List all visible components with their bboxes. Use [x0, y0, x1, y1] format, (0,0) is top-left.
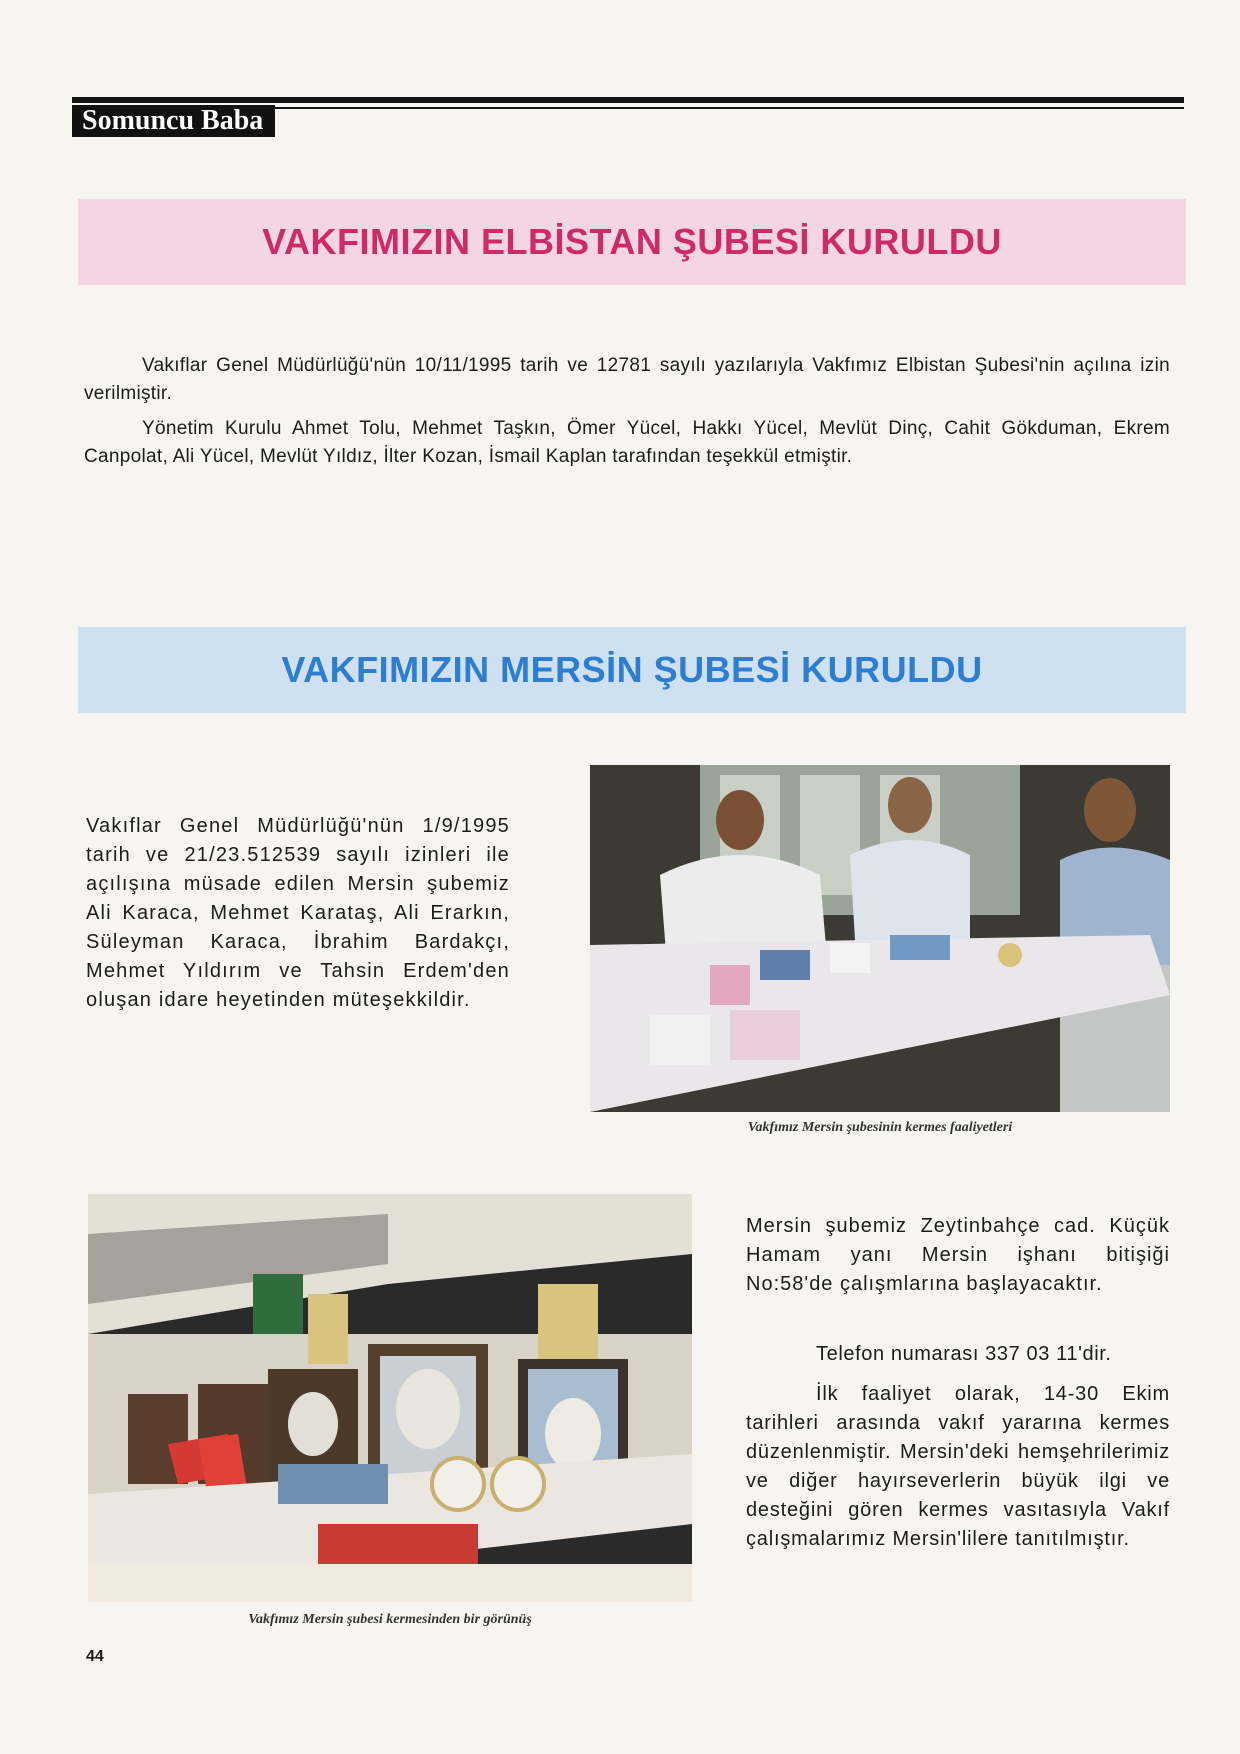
elbistan-paragraph-2: Yönetim Kurulu Ahmet Tolu, Mehmet Taşkın, Ömer Yücel, Hakkı Yücel, Mevlüt Dinç, Cahit Gökduman, Ekrem Canpolat, Ali Yücel, Mevlüt Yıldız, İlter Kozan, İsmail Kaplan tarafından teşekkül etmiştir. — [84, 418, 1170, 467]
header-rule — [72, 97, 1184, 103]
mersin-paragraph-1: Vakıflar Genel Müdürlüğü'nün 1/9/1995 tarih ve 21/23.512539 sayılı izinleri ile açılışına müsade edilen Mersin şubemiz Ali Karaca, Mehmet Karataş, Ali Erarkın, Süleyman Karaca, İbrahim Bardakçı, Mehmet Yıldırım ve Tahsin Erdem'den oluşan idare heyetinden müteşekkildir. — [86, 815, 510, 1011]
magazine-header — [72, 97, 1184, 143]
section-title-elbistan: VAKFIMIZIN ELBİSTAN ŞUBESİ KURULDU — [78, 199, 1186, 285]
kermes-view-photo — [88, 1194, 692, 1602]
elbistan-paragraph-1: Vakıflar Genel Müdürlüğü'nün 10/11/1995 tarih ve 12781 sayılı yazılarıyla Vakfımız Elbistan Şubesi'nin açılına izin verilmiştir. — [84, 355, 1170, 404]
mersin-phone-paragraph: Telefon numarası 337 03 11'dir. — [816, 1343, 1112, 1365]
mersin-address-paragraph: Mersin şubemiz Zeytinbahçe cad. Küçük Hamam yanı Mersin işhanı bitişiği No:58'de çalışmlarına başlayacaktır. — [746, 1215, 1170, 1295]
page-number: 44 — [86, 1648, 104, 1665]
mersin-kermes-paragraph: İlk faaliyet olarak, 14-30 Ekim tarihleri arasında vakıf yararına kermes düzenlenmiştir. Mersin'deki hemşehrilerimiz ve diğer hayırseverlerin büyük ilgi ve desteğini gören kermes vasıtasıyla Vakıf çalışmalarımız Mersin'lilere tanıtılmıştır. — [746, 1383, 1170, 1550]
photo-1-caption: Vakfımız Mersin şubesinin kermes faaliyetleri — [747, 1120, 1013, 1135]
photo-2-caption: Vakfımız Mersin şubesi kermesinden bir görünüş — [248, 1612, 532, 1627]
kermes-activity-photo — [590, 765, 1170, 1112]
section-title-mersin: VAKFIMIZIN MERSİN ŞUBESİ KURULDU — [78, 627, 1186, 713]
magazine-name: Somuncu Baba — [72, 105, 275, 137]
